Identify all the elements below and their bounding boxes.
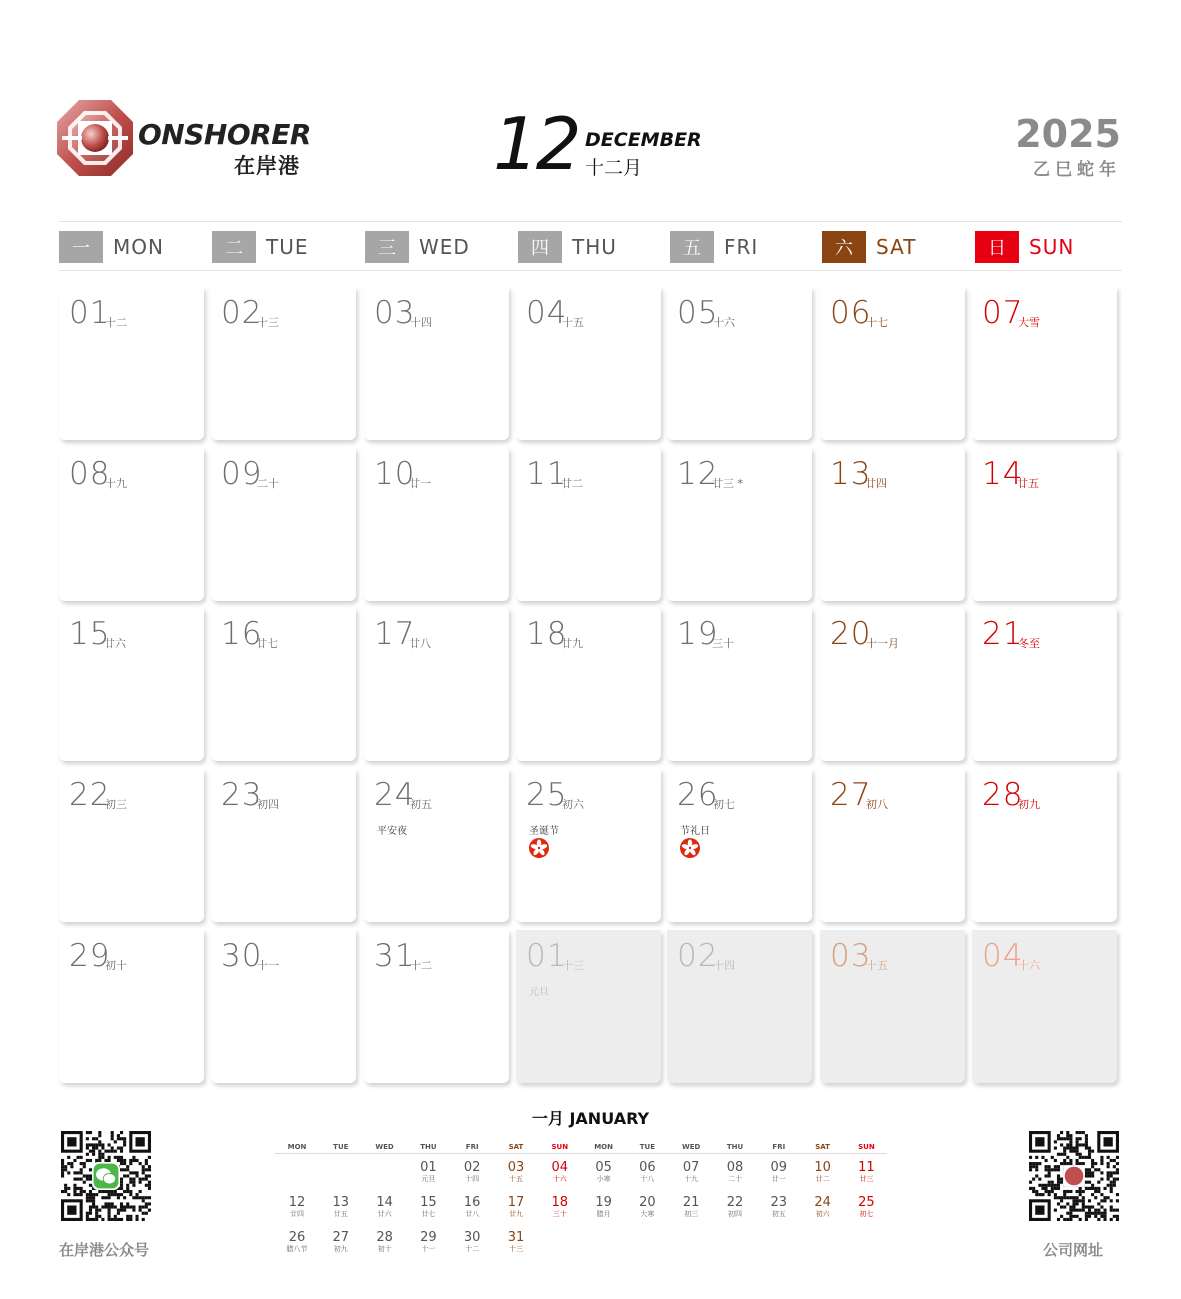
month-name-cn: 十二月 [585, 157, 643, 179]
day-number: 27 [830, 777, 872, 813]
mini-day [450, 1161, 494, 1184]
day-number: 22 [69, 777, 111, 813]
mini-day [319, 1231, 363, 1254]
lunar-date: 初四 [257, 798, 279, 811]
day-cell [211, 930, 356, 1083]
day-number: 12 [677, 456, 719, 492]
mini-day-number: 04 [551, 1160, 569, 1175]
mini-day-number: 16 [463, 1195, 481, 1210]
mini-lunar-date: 初五 [771, 1210, 786, 1218]
day-number: 04 [982, 938, 1024, 974]
mini-lunar-date: 小寒 [596, 1175, 611, 1183]
weekday-en-label: MON [113, 235, 164, 259]
mini-day [319, 1196, 363, 1219]
wechat-qr-label: 在岸港公众号 [59, 1241, 150, 1259]
mini-lunar-date: 十三 [509, 1245, 523, 1253]
lunar-date: 十七 [866, 316, 888, 329]
mini-weekday-header: MON [594, 1143, 613, 1151]
mini-lunar-date: 廿二 [815, 1175, 830, 1183]
lunar-date: 十九 [105, 477, 127, 490]
mini-day-number: 01 [420, 1160, 437, 1175]
mini-day [582, 1196, 626, 1219]
day-cell [59, 608, 204, 761]
mini-lunar-date: 廿八 [465, 1210, 480, 1218]
lunar-date: 廿六 [104, 637, 126, 650]
mini-lunar-date: 腊八节 [286, 1245, 308, 1253]
next-month-header [275, 1138, 887, 1154]
day-cell [972, 769, 1117, 922]
mini-lunar-date: 初十 [377, 1245, 392, 1253]
hk-flag-icon [680, 838, 700, 858]
lunar-date: 廿五 [1017, 477, 1039, 490]
day-cell [667, 448, 812, 601]
mini-day-number: 18 [551, 1195, 569, 1210]
mini-day-number: 11 [858, 1160, 875, 1175]
lunar-date: 廿一 [409, 477, 431, 490]
mini-day-number: 31 [507, 1230, 525, 1245]
onshorer-logo-icon [56, 99, 134, 177]
lunar-date: 冬至 [1018, 637, 1040, 650]
mini-day [844, 1196, 888, 1219]
lunar-date: 大雪 [1018, 316, 1040, 329]
mini-lunar-date: 三十 [552, 1210, 567, 1218]
mini-day-number: 19 [595, 1195, 612, 1210]
mini-day [494, 1196, 538, 1219]
mini-weekday-header: SAT [815, 1143, 830, 1151]
wechat-qr-icon [61, 1131, 151, 1221]
day-cell [667, 287, 812, 440]
weekday-header [59, 221, 1122, 271]
lunar-date: 初八 [866, 798, 888, 811]
lunar-date: 十四 [713, 959, 735, 972]
day-number: 10 [374, 456, 416, 492]
weekday-cn-box: 三 [365, 231, 409, 263]
day-cell [59, 930, 204, 1083]
mini-day [494, 1161, 538, 1184]
mini-day-number: 28 [376, 1230, 393, 1245]
mini-weekday-header: THU [420, 1143, 437, 1151]
day-number: 29 [69, 938, 111, 974]
weekday-en-label: SUN [1029, 235, 1075, 259]
day-number: 24 [374, 777, 416, 813]
mini-weekday-header: THU [726, 1143, 744, 1151]
day-number: 01 [69, 295, 111, 331]
lunar-date: 廿三 * [712, 477, 743, 490]
mini-day-number: 30 [463, 1230, 481, 1245]
mini-day-number: 25 [858, 1195, 875, 1210]
mini-day [713, 1196, 757, 1219]
day-number: 09 [221, 456, 263, 492]
lunar-date: 初九 [1018, 798, 1040, 811]
weekday-sat [822, 231, 916, 263]
mini-lunar-date: 大寒 [640, 1210, 655, 1218]
day-number: 19 [677, 616, 719, 652]
day-cell [211, 608, 356, 761]
mini-day-number: 22 [726, 1195, 744, 1210]
day-cell [59, 287, 204, 440]
day-cell [211, 287, 356, 440]
mini-lunar-date: 十八 [640, 1175, 655, 1183]
next-month-day-cell [516, 930, 661, 1083]
mini-lunar-date: 廿九 [509, 1210, 523, 1218]
day-cell [364, 448, 509, 601]
mini-day [669, 1196, 713, 1219]
lunar-date: 廿二 [561, 477, 583, 490]
next-month-day-cell [972, 930, 1117, 1083]
day-cell [364, 608, 509, 761]
lunar-date: 十三 [257, 316, 279, 329]
day-cell [211, 769, 356, 922]
weekday-fri [670, 231, 758, 263]
weekday-en-label: SAT [876, 235, 917, 259]
mini-day-number: 05 [595, 1160, 612, 1175]
day-cell [516, 769, 661, 922]
day-number: 15 [69, 616, 111, 652]
mini-lunar-date: 十五 [509, 1175, 523, 1183]
lunar-date: 十二 [105, 316, 127, 329]
mini-day [757, 1161, 801, 1184]
mini-weekday-header: WED [375, 1143, 394, 1151]
mini-lunar-date: 廿四 [290, 1210, 304, 1218]
day-cell [516, 608, 661, 761]
mini-day [275, 1196, 319, 1219]
mini-day [669, 1161, 713, 1184]
day-number: 08 [69, 456, 111, 492]
day-cell [59, 448, 204, 601]
weekday-thu [518, 231, 617, 263]
lunar-date: 十一月 [866, 637, 899, 650]
mini-weekday-header: SUN [551, 1143, 569, 1151]
mini-lunar-date: 廿一 [771, 1175, 786, 1183]
day-number: 05 [677, 295, 719, 331]
lunar-date: 十六 [1018, 959, 1040, 972]
mini-lunar-date: 初六 [815, 1210, 830, 1218]
weekday-cn-box: 六 [822, 231, 866, 263]
lunar-date: 廿九 [561, 637, 583, 650]
day-number: 21 [982, 616, 1024, 652]
mini-day-number: 26 [288, 1230, 306, 1245]
mini-day [582, 1161, 626, 1184]
day-cell [364, 287, 509, 440]
day-number: 07 [982, 295, 1024, 331]
day-number: 14 [982, 456, 1024, 492]
mini-lunar-date: 廿五 [333, 1210, 348, 1218]
day-cell [820, 287, 965, 440]
calendar-grid [59, 287, 1122, 1084]
day-number: 18 [526, 616, 568, 652]
mini-day [538, 1196, 582, 1219]
weekday-cn-box: 四 [518, 231, 562, 263]
weekday-sun [975, 231, 1074, 263]
weekday-wed [365, 231, 470, 263]
mini-day-number: 08 [726, 1160, 744, 1175]
next-month-title: 一月 JANUARY [531, 1109, 650, 1128]
mini-day-number: 02 [463, 1160, 481, 1175]
mini-lunar-date: 十六 [552, 1175, 567, 1183]
day-number: 25 [526, 777, 568, 813]
mini-day [406, 1196, 450, 1219]
lunar-date: 廿七 [256, 637, 278, 650]
mini-lunar-date: 元旦 [421, 1175, 436, 1183]
mini-lunar-date: 初七 [859, 1210, 874, 1218]
mini-day [275, 1231, 319, 1254]
mini-day [494, 1231, 538, 1254]
day-cell [667, 608, 812, 761]
day-number: 13 [830, 456, 872, 492]
mini-day-number: 29 [420, 1230, 437, 1245]
mini-day-number: 17 [507, 1195, 525, 1210]
lunar-date: 十四 [410, 316, 432, 329]
mini-weekday-header: SUN [858, 1143, 875, 1151]
holiday-note: 节礼日 [680, 826, 710, 837]
mini-weekday-header: FRI [465, 1143, 479, 1151]
day-cell [820, 769, 965, 922]
day-number: 17 [374, 616, 416, 652]
weekday-cn-box: 二 [212, 231, 256, 263]
mini-lunar-date: 腊月 [596, 1210, 611, 1218]
day-number: 30 [221, 938, 263, 974]
mini-lunar-date: 二十 [728, 1175, 742, 1183]
lunar-date: 三十 [712, 637, 734, 650]
lunar-date: 初六 [562, 798, 584, 811]
day-number: 02 [677, 938, 719, 974]
website-qr-icon [1029, 1131, 1119, 1221]
weekday-en-label: THU [572, 235, 617, 259]
mini-day [713, 1161, 757, 1184]
lunar-date: 十五 [562, 316, 584, 329]
mini-day-number: 06 [639, 1160, 656, 1175]
mini-day [363, 1196, 407, 1219]
lunar-date: 初七 [713, 798, 735, 811]
mini-day-number: 07 [682, 1160, 700, 1175]
day-number: 02 [221, 295, 263, 331]
day-cell [364, 769, 509, 922]
brand-name-cn: 在岸港 [234, 154, 300, 178]
mini-day-number: 23 [770, 1195, 788, 1210]
lunar-date: 十六 [713, 316, 735, 329]
mini-lunar-date: 初四 [728, 1210, 742, 1218]
mini-weekday-header: SAT [508, 1143, 524, 1151]
holiday-note: 元旦 [529, 987, 549, 998]
mini-day [625, 1161, 669, 1184]
day-number: 23 [221, 777, 263, 813]
mini-day-number: 12 [288, 1195, 306, 1210]
mini-day [450, 1196, 494, 1219]
lunar-date: 初十 [105, 959, 127, 972]
brand-name-en: ONSHORER [138, 118, 311, 151]
mini-lunar-date: 初三 [684, 1210, 699, 1218]
mini-lunar-date: 廿七 [421, 1210, 436, 1218]
day-number: 28 [982, 777, 1024, 813]
mini-lunar-date: 十二 [465, 1245, 480, 1253]
day-number: 04 [526, 295, 568, 331]
mini-weekday-header: MON [287, 1143, 307, 1151]
lunar-date: 十二 [410, 959, 432, 972]
mini-day [363, 1231, 407, 1254]
mini-day [801, 1196, 845, 1219]
lunar-date: 十五 [866, 959, 888, 972]
mini-lunar-date: 廿六 [377, 1210, 392, 1218]
mini-day [406, 1231, 450, 1254]
weekday-tue [212, 231, 309, 263]
day-cell [820, 448, 965, 601]
mini-lunar-date: 初九 [333, 1245, 348, 1253]
weekday-en-label: TUE [266, 235, 309, 259]
year-label-cn: 乙巳蛇年 [1033, 160, 1121, 180]
lunar-date: 初五 [410, 798, 432, 811]
day-number: 03 [374, 295, 416, 331]
website-qr-label: 公司网址 [1043, 1241, 1104, 1259]
next-month-day-cell [820, 930, 965, 1083]
weekday-cn-box: 五 [670, 231, 714, 263]
lunar-date: 廿四 [865, 477, 887, 490]
weekday-en-label: WED [419, 235, 470, 259]
lunar-date: 十一 [257, 959, 279, 972]
month-name-en: DECEMBER [585, 129, 702, 151]
day-cell [972, 608, 1117, 761]
mini-day [757, 1196, 801, 1219]
day-number: 11 [526, 456, 568, 492]
day-number: 26 [677, 777, 719, 813]
mini-day-number: 24 [814, 1195, 831, 1210]
hk-flag-icon [529, 838, 549, 858]
day-number: 01 [526, 938, 568, 974]
day-cell [972, 287, 1117, 440]
mini-day-number: 21 [682, 1195, 700, 1210]
mini-day-number: 20 [639, 1195, 656, 1210]
mini-day-number: 03 [507, 1160, 525, 1175]
day-cell [667, 769, 812, 922]
mini-lunar-date: 十四 [465, 1175, 480, 1183]
mini-lunar-date: 廿三 [859, 1175, 874, 1183]
day-cell [364, 930, 509, 1083]
lunar-date: 初三 [105, 798, 127, 811]
mini-day [801, 1161, 845, 1184]
weekday-en-label: FRI [724, 235, 759, 259]
weekday-mon [59, 231, 164, 263]
day-number: 31 [374, 938, 416, 974]
day-cell [59, 769, 204, 922]
mini-day [625, 1196, 669, 1219]
year-number: 2025 [1015, 112, 1121, 156]
day-number: 20 [830, 616, 872, 652]
mini-day-number: 15 [420, 1195, 437, 1210]
lunar-date: 二十 [257, 477, 279, 490]
mini-lunar-date: 十一 [421, 1245, 436, 1253]
mini-day-number: 13 [332, 1195, 350, 1210]
day-cell [516, 448, 661, 601]
mini-weekday-header: FRI [772, 1143, 786, 1151]
mini-day-number: 27 [332, 1230, 350, 1245]
mini-day-number: 10 [814, 1160, 831, 1175]
mini-lunar-date: 十九 [684, 1175, 699, 1183]
mini-day-number: 14 [376, 1195, 393, 1210]
lunar-date: 廿八 [409, 637, 431, 650]
day-cell [820, 608, 965, 761]
weekday-cn-box: 一 [59, 231, 103, 263]
mini-weekday-header: TUE [639, 1143, 656, 1151]
mini-day [450, 1231, 494, 1254]
day-cell [516, 287, 661, 440]
next-month-day-cell [667, 930, 812, 1083]
day-cell [972, 448, 1117, 601]
lunar-date: 十三 [562, 959, 584, 972]
mini-weekday-header: TUE [333, 1143, 349, 1151]
day-cell [211, 448, 356, 601]
mini-day [538, 1161, 582, 1184]
mini-day [844, 1161, 888, 1184]
mini-day [406, 1161, 450, 1184]
mini-day-number: 09 [770, 1160, 788, 1175]
day-number: 03 [830, 938, 872, 974]
day-number: 16 [221, 616, 263, 652]
holiday-note: 圣诞节 [529, 826, 559, 837]
holiday-note: 平安夜 [377, 826, 407, 837]
day-number: 06 [830, 295, 872, 331]
weekday-cn-box: 日 [975, 231, 1019, 263]
month-number: 12 [493, 102, 579, 186]
mini-weekday-header: WED [682, 1143, 701, 1151]
